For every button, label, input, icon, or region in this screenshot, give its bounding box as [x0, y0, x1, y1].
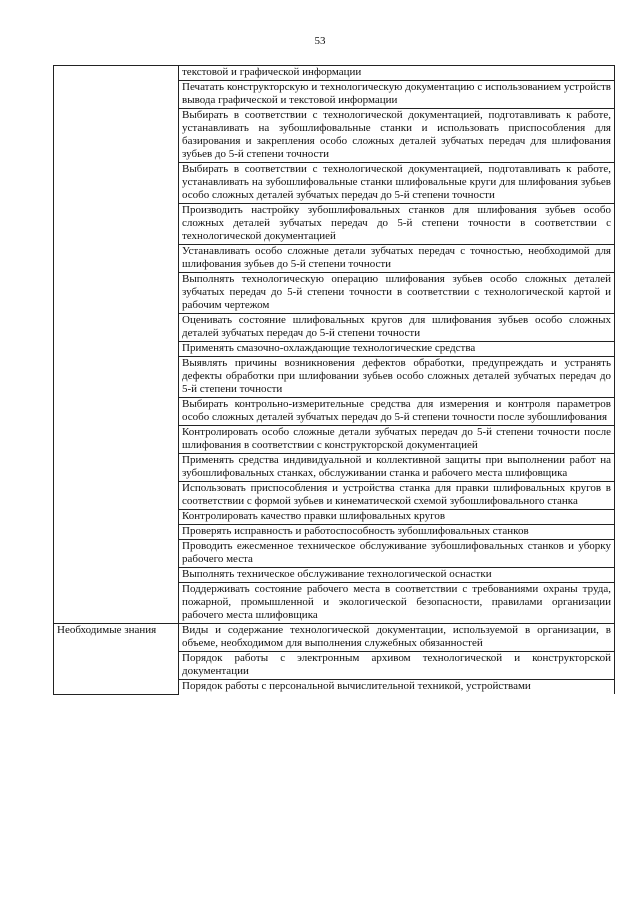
- requirement-cell: Применять средства индивидуальной и коллективной защиты при выполнении работ на зубошлифовальных станках, обслуживании станка и рабочего места шлифовщика: [179, 454, 615, 482]
- requirement-cell: Порядок работы с электронным архивом технологической и конструкторской документации: [179, 652, 615, 680]
- requirement-cell: Проводить ежесменное техническое обслуживание зубошлифовальных станков и уборку рабочего места: [179, 540, 615, 568]
- requirement-cell: Виды и содержание технологической документации, используемой в организации, в объеме, необходимом для выполнения служебных обязанностей: [179, 624, 615, 652]
- table-row: [54, 66, 615, 81]
- requirement-cell: Использовать приспособления и устройства станка для правки шлифовальных кругов в соответствии с формой зубьев и кинематической схемой зубошлифовального станка: [179, 482, 615, 510]
- requirement-cell: Производить настройку зубошлифовальных станков для шлифования зубьев особо сложных деталей зубчатых передач до 5-й степени точности в соответствии с технологической документацией: [179, 204, 615, 245]
- requirement-cell: Контролировать особо сложные детали зубчатых передач до 5-й степени точности после шлифования в соответствии с конструкторской документацией: [179, 426, 615, 454]
- requirement-cell: Выбирать в соответствии с технологической документацией, подготавливать к работе, устанавливать на зубошлифовальные станки и использовать приспособления для базирования и закрепления особо сложных деталей зубчатых передач для шлифования зубьев до 5-й степени точности: [179, 109, 615, 163]
- requirements-table: [53, 65, 615, 695]
- requirement-cell: Выбирать контрольно-измерительные средства для измерения и контроля параметров особо сложных деталей зубчатых передач до 5-й степени точности после зубошлифования: [179, 398, 615, 426]
- table-row: [54, 624, 615, 652]
- requirement-cell: Проверять исправность и работоспособность зубошлифовальных станков: [179, 525, 615, 540]
- requirement-cell: Печатать конструкторскую и технологическую документацию с использованием устройств вывода графической и текстовой информации: [179, 81, 615, 109]
- requirement-cell: Выполнять техническое обслуживание технологической оснастки: [179, 568, 615, 583]
- requirement-cell: Устанавливать особо сложные детали зубчатых передач с точностью, необходимой для шлифования зубьев до 5-й степени точности: [179, 245, 615, 273]
- requirement-cell: Поддерживать состояние рабочего места в соответствии с требованиями охраны труда, пожарной, промышленной и экологической безопасности, правилами организации рабочего места шлифовщика: [179, 583, 615, 624]
- section-label: [54, 66, 179, 624]
- requirement-cell: Применять смазочно-охлаждающие технологические средства: [179, 342, 615, 357]
- page-number: 53: [314, 35, 326, 47]
- requirement-cell: Оценивать состояние шлифовальных кругов для шлифования зубьев особо сложных деталей зубчатых передач до 5-й степени точности: [179, 314, 615, 342]
- requirement-cell: Контролировать качество правки шлифовальных кругов: [179, 510, 615, 525]
- requirement-cell: Порядок работы с персональной вычислительной техникой, устройствами: [179, 680, 615, 695]
- section-label: Необходимые знания: [54, 624, 179, 695]
- requirement-cell: текстовой и графической информации: [179, 66, 615, 81]
- requirement-cell: Выполнять технологическую операцию шлифования зубьев особо сложных деталей зубчатых передач до 5-й степени точности в соответствии с технологической картой и рабочим чертежом: [179, 273, 615, 314]
- requirement-cell: Выявлять причины возникновения дефектов обработки, предупреждать и устранять дефекты обработки при шлифовании зубьев особо сложных деталей зубчатых передач до 5-й степени точности: [179, 357, 615, 398]
- requirement-cell: Выбирать в соответствии с технологической документацией, подготавливать к работе, устанавливать на зубошлифовальные станки шлифовальные круги для шлифования зубьев особо сложных деталей зубчатых передач до 5-й степени точности: [179, 163, 615, 204]
